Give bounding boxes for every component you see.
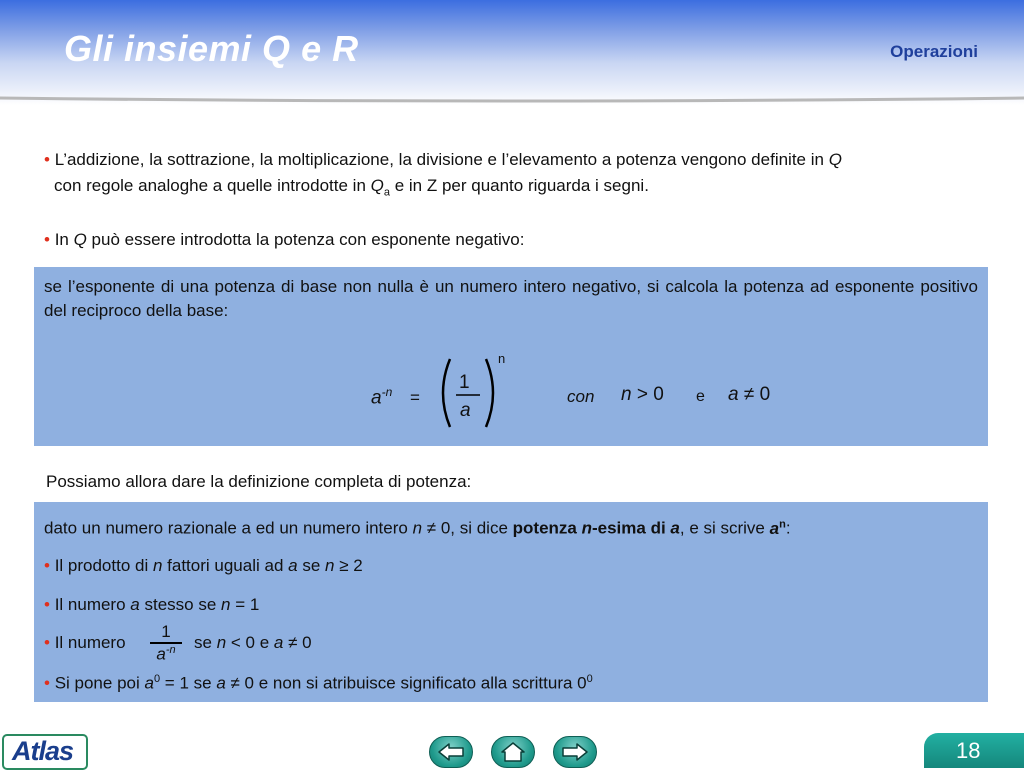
formula-condition-a: a ≠ 0 <box>728 384 771 405</box>
section-label: Operazioni <box>890 42 978 61</box>
arrow-right-icon <box>561 742 589 762</box>
definition-line: dato un numero razionale a ed un numero intero n ≠ 0, si dice potenza n-esima di a, e si scrive $a^n$: <box>44 518 791 538</box>
bullet-icon: • <box>44 150 50 169</box>
home-icon <box>499 741 527 763</box>
slide-title: Gli insiemi Q e R <box>64 28 359 69</box>
formula-con: con <box>567 387 595 406</box>
bullet-icon: • <box>44 230 50 249</box>
intro-paragraph-2: • In Q può essere introdotta la potenza con esponente negativo: <box>44 230 525 249</box>
negative-exponent-box <box>34 267 988 446</box>
fraction-one-over-a-n: 1 $a^{-n}$ <box>150 622 182 664</box>
formula-numerator: 1 <box>459 372 470 393</box>
prev-button[interactable] <box>429 736 473 768</box>
definition-item-2: • Il numero a stesso se n = 1 <box>44 595 260 614</box>
definition-intro: Possiamo allora dare la definizione completa di potenza: <box>46 472 472 491</box>
intro-paragraph-1: • L’addizione, la sottrazione, la moltiplicazione, la divisione e l’elevamento a potenza vengono definite in Q con regole analoghe a quelle introdotte in $Q_a$ e in Z per quanto riguarda i segni. <box>44 150 842 199</box>
formula-equals: = <box>410 388 420 407</box>
definition-box <box>34 502 988 702</box>
negative-exponent-text: se l’esponente di una potenza di base non nulla è un numero intero negativo, si calcola la potenza ad esponente positivo del reciproco della base: <box>44 277 978 320</box>
definition-item-3-condition: se n < 0 e a ≠ 0 <box>194 633 312 652</box>
page-number: 18 <box>956 738 981 763</box>
arrow-left-icon <box>437 742 465 762</box>
definition-item-4: • Si pone poi $a^0 = 1$ se a ≠ 0 e non si atribuisce significato alla scrittura $0^0$ <box>44 673 593 693</box>
formula-and: e <box>696 388 705 405</box>
home-button[interactable] <box>491 736 535 768</box>
header-divider <box>0 96 1024 104</box>
formula-denominator: a <box>460 400 471 421</box>
atlas-logo: Atlas <box>2 734 88 770</box>
formula-condition-n: n > 0 <box>621 384 664 405</box>
page-number-badge <box>924 733 1024 768</box>
formula-power: n <box>498 351 506 366</box>
definition-item-1: • Il prodotto di n fattori uguali ad a se n ≥ 2 <box>44 556 363 575</box>
definition-item-3: • Il numero <box>44 633 126 652</box>
formula-lhs: $a^{-n}$ <box>371 385 393 409</box>
next-button[interactable] <box>553 736 597 768</box>
